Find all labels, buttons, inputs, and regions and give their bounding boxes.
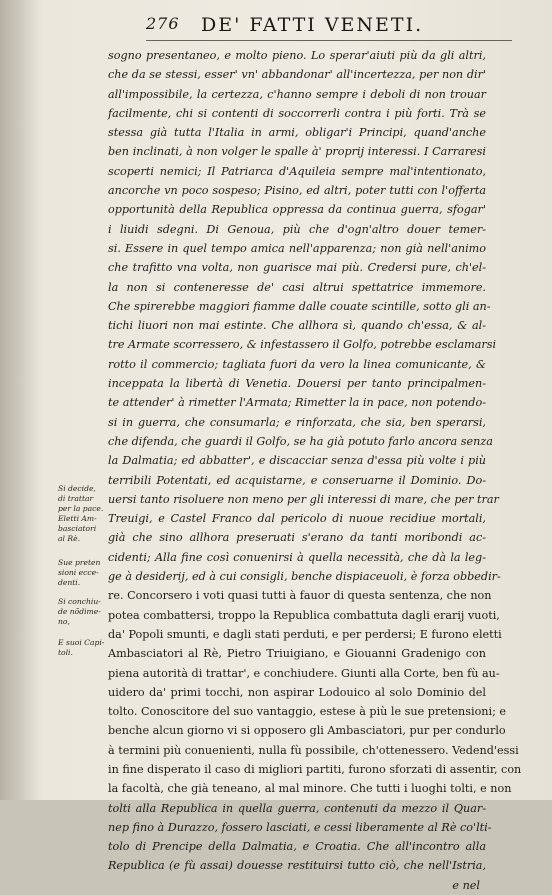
text-line: la Dalmatia; ed abbatter', e discacciar senza d'essa più volte i più (108, 454, 486, 468)
text-line: sogno presentaneo, e molto pieno. Lo sperar'aiuti più da gli altri, (108, 49, 486, 62)
text-line: potea combattersi, troppo la Republica combattuta dagli erarij vuoti, (108, 608, 500, 622)
text-line: facilmente, chi si contenti di soccorrerli contra i più forti. Trà se (108, 106, 486, 120)
text-line: benche alcun giorno vi si opposero gli Ambasciatori, pur per condurlo (108, 724, 506, 738)
text-line: tolo di Prencipe della Dalmatia, e Croatia. Che all'incontro alla (108, 840, 486, 854)
margin-note: Si decide, di trattar per la pace. Eletti Am- basciatori al Rè. (58, 484, 104, 543)
text-line: in fine disperato il caso di migliori partiti, furono sforzati di assentir, con (108, 762, 522, 776)
text-line: che difenda, che guardi il Golfo, se ha già potuto farlo ancora senza (108, 434, 493, 448)
text-line: opportunità della Republica oppressa da continua guerra, sfogar' (108, 203, 486, 217)
text-line: piena autorità di trattar', e conchiudere. Giunti alla Corte, ben fù au- (108, 666, 500, 680)
text-line: tichi liuori non mai estinte. Che allhora sì, quando ch'essa, & al- (108, 319, 486, 333)
text-line: che trafitto vna volta, non guarisce mai più. Credersi pure, ch'el- (108, 261, 486, 275)
text-line: terribili Potentati, ed acquistarne, e conseruarne il Dominio. Do- (108, 473, 486, 487)
margin-note: E suoi Capi- toli. (58, 638, 105, 657)
text-line: inceppata la libertà di Venetia. Douersi per tanto principalmen- (108, 377, 486, 391)
text-line: e nel (452, 878, 480, 892)
text-line: i liuidi sdegni. Di Genoua, più che d'ogn'altro douer temer- (108, 222, 486, 236)
text-line: da' Popoli smunti, e dagli stati perduti, e per perdersi; E furono eletti (108, 627, 502, 641)
text-line: stessa già tutta l'Italia in armi, obligar'i Principi, quand'anche (108, 126, 486, 140)
text-line: Che spirerebbe maggiori fiamme dalle couate scintille, sotto gli an- (108, 299, 491, 313)
text-line: uidero da' primi tocchi, non aspirar Lodouico al solo Dominio del (108, 685, 486, 699)
text-line: la non si conteneresse de' casi altrui spettatrice immemore. (108, 280, 486, 294)
text-line: si in guerra, che consumarla; e rinforzata, che sia, ben sperarsi, (108, 415, 486, 429)
text-line: re. Concorsero i voti quasi tutti à fauor di questa sentenza, che non (108, 589, 492, 603)
text-line: nер fino à Durazzo, fossero lasciati, e cessi liberamente al Rè co'lti- (108, 820, 492, 834)
text-line: Treuigi, e Castel Franco dal pericolo di nuoue recidiue mortali, (108, 512, 486, 526)
text-line: à termini più conuenienti, nulla fù possibile, ch'ottenessero. Vedend'essi (108, 743, 519, 757)
text-line: Ambasciatori al Rè, Pietro Triuigiano, e Giouanni Gradenigo con (108, 647, 486, 661)
margin-note: Si conchiu- de nõdime- no, (58, 597, 101, 626)
text-line: si. Essere in quel tempo amica nell'apparenza; non già nell'animo (108, 241, 486, 255)
text-line: cidenti; Alla fine così conuenirsi à quella necessità, che dà la leg- (108, 550, 486, 564)
text-line: tolti alla Republica in quella guerra, contenuti da mezzo il Quar- (108, 801, 486, 815)
text-line: te attender' à rimetter l'Armata; Rimetter la in pace, non potendo- (108, 396, 486, 410)
text-line: rotto il commercio; tagliata fuori da vero la linea comunicante, & (108, 357, 486, 371)
running-title: DE' FATTI VENETI. (201, 14, 424, 36)
text-line: uersi tanto risoluere non meno per gli interessi di mare, che per trar (108, 492, 499, 506)
text-line: che da se stessi, esser' vn' abbandonar' all'incertezza, per non dir' (108, 68, 486, 82)
text-line: ancorche vn poco sospeso; Pisino, ed altri, poter tutti con l'offerta (108, 184, 486, 198)
margin-note: Sue preten sioni ecce- denti. (58, 558, 101, 587)
text-line: Republica (e fù assai) douesse restituirsi tutto ciò, che nell'Istria, (108, 859, 486, 873)
text-line: la facoltà, che già teneano, al mal minore. Che tutti i luoghi tolti, e non (108, 782, 512, 796)
binding-shadow (0, 0, 40, 800)
text-line: già che sino allhora preseruati s'erano da tanti moribondi ac- (108, 531, 486, 545)
body-text (108, 46, 522, 895)
page-number: 276 (146, 14, 180, 33)
text-line: all'impossibile, la certezza, c'hanno sempre i deboli di non trouar (108, 87, 486, 101)
text-line: tolto. Conoscitore del suo vantaggio, estese à più le sue pretensioni; e (108, 705, 507, 719)
text-line: scoperti nemici; Il Patriarca d'Aquileia sempre mal'intentionato, (108, 164, 486, 178)
page-header (146, 14, 512, 42)
text-line: ge à desiderij, ed à cui consigli, benche dispiaceuoli, è forza obbedir- (108, 570, 501, 584)
text-line: tre Armate scorressero, & infestassero il Golfo, potrebbe esclamarsi (108, 338, 497, 352)
header-rule (146, 40, 512, 41)
text-line: ben inclinati, à non volger le spalle à' proprij interessi. I Carraresi (108, 145, 486, 159)
